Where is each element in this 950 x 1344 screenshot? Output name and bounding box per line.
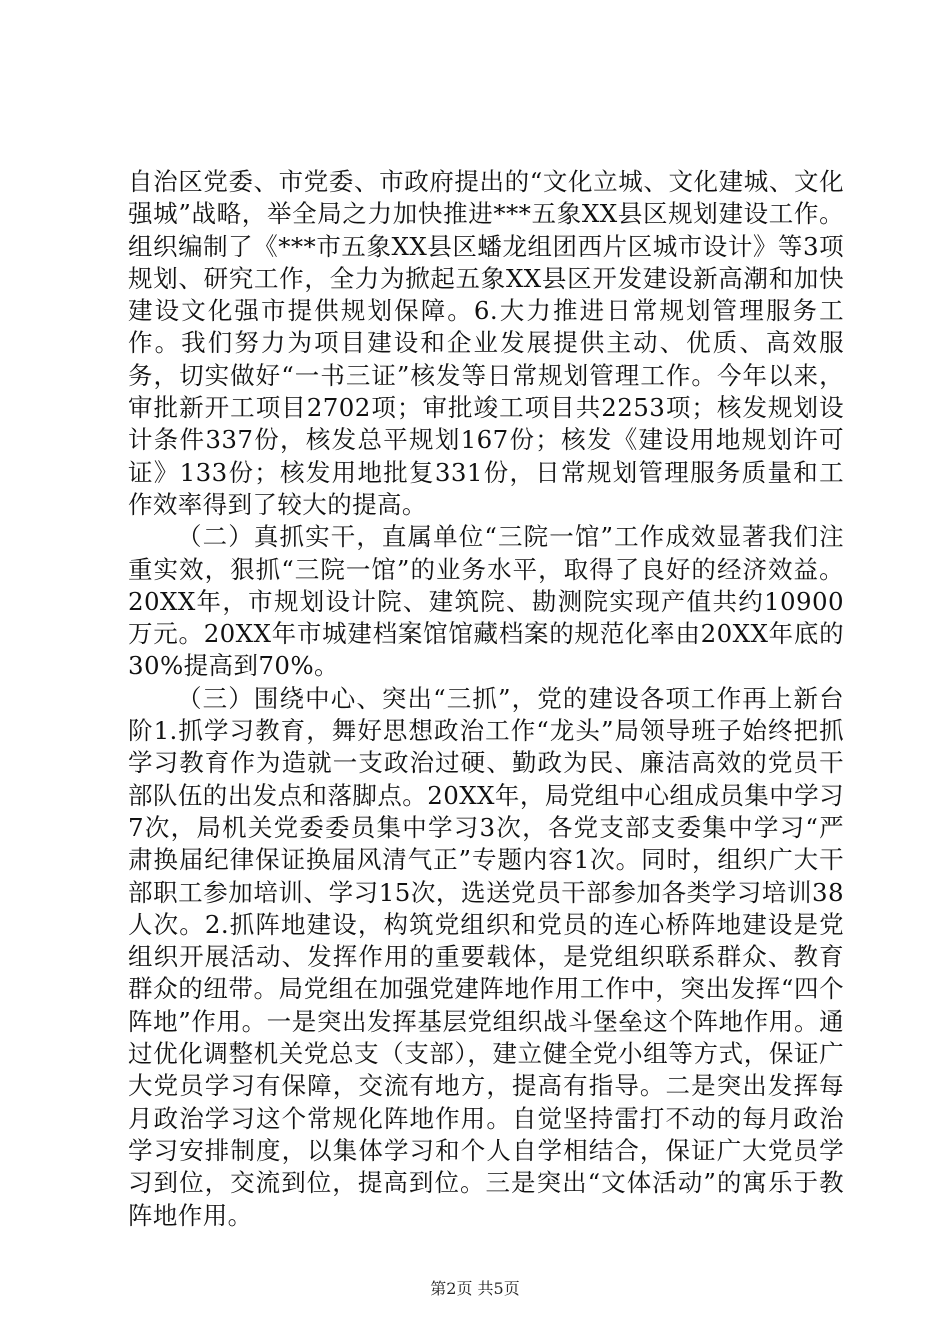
body-paragraph-3: （三）围绕中心、突出“三抓”，党的建设各项工作再上新台阶1.抓学习教育，舞好思想政治工作“龙头”局领导班子始终把抓学习教育作为造就一支政治过硬、勤政为民、廉洁高效的党员干部队伍的出发点和落脚点。20XX年，局党组中心组成员集中学习7次，局机关党委委员集中学习3次，各党支部支委集中学习“严肃换届纪律保证换届风清气正”专题内容1次。同时，组织广大干部职工参加培训、学习15次，选送党员干部参加各类学习培训38人次。2.抓阵地建设，构筑党组织和党员的连心桥阵地建设是党组织开展活动、发挥作用的重要载体，是党组织联系群众、教育群众的纽带。局党组在加强党建阵地作用工作中，突出发挥“四个阵地”作用。一是突出发挥基层党组织战斗堡垒这个阵地作用。通过优化调整机关党总支（支部），建立健全党小组等方式，保证广大党员学习有保障，交流有地方，提高有指导。二是突出发挥每月政治学习这个常规化阵地作用。自觉坚持雷打不动的每月政治学习安排制度，以集体学习和个人自学相结合，保证广大党员学习到位，交流到位，提高到位。三是突出“文体活动”的寓乐于教阵地作用。 bbox=[128, 683, 844, 1230]
body-paragraph-1: 自治区党委、市党委、市政府提出的“文化立城、文化建城、文化强城”战略，举全局之力加快推进***五象XX县区规划建设工作。组织编制了《***市五象XX县区蟠龙组团西片区城市设计》等3项规划、研究工作，全力为掀起五象XX县区开发建设新高潮和加快建设文化强市提供规划保障。6.大力推进日常规划管理服务工作。我们努力为项目建设和企业发展提供主动、优质、高效服务，切实做好“一书三证”核发等日常规划管理工作。今年以来，审批新开工项目2702项；审批竣工项目共2253项；核发规划设计条件337份，核发总平规划167份；核发《建设用地规划许可证》133份；核发用地批复331份，日常规划管理服务质量和工作效率得到了较大的提高。 bbox=[128, 167, 844, 519]
page-footer: 第2页 共5页 bbox=[430, 1279, 520, 1298]
body-paragraph-2: （二）真抓实干，直属单位“三院一馆”工作成效显著我们注重实效，狠抓“三院一馆”的业务水平，取得了良好的经济效益。20XX年，市规划设计院、建筑院、勘测院实现产值共约10900万元。20XX年市城建档案馆馆藏档案的规范化率由20XX年底的30%提高到70%。 bbox=[128, 522, 844, 681]
document-body bbox=[128, 166, 844, 1232]
